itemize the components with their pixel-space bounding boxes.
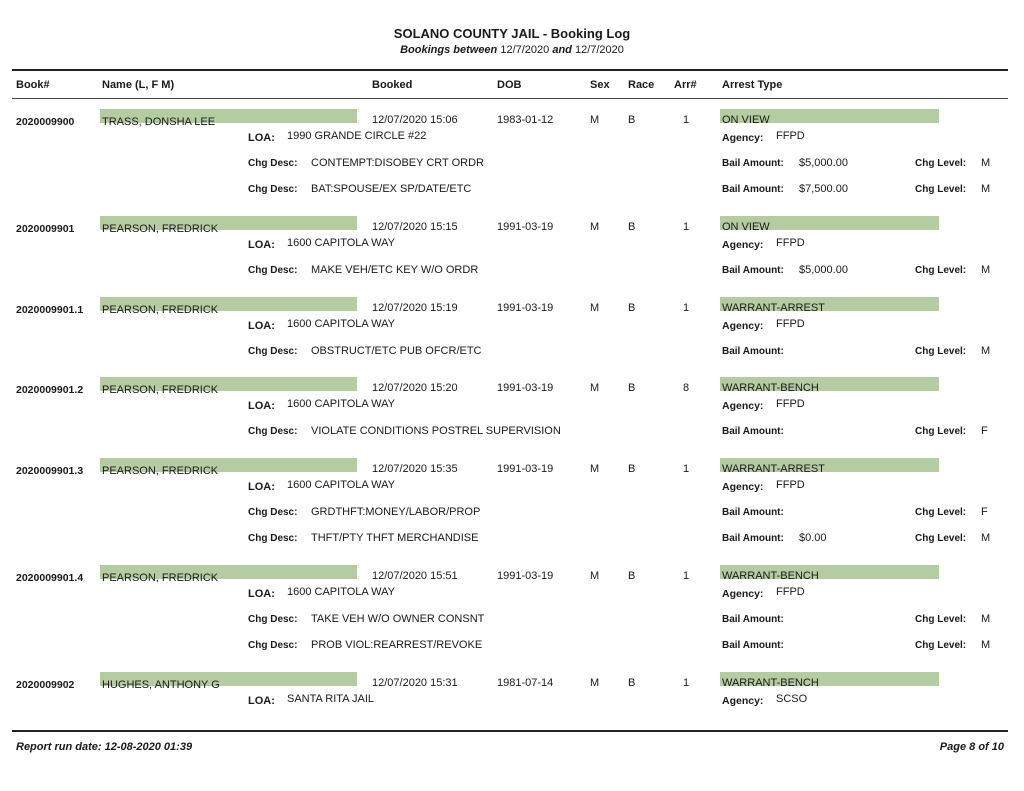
chg-level-label: Chg Level: <box>915 346 967 357</box>
chg-desc-value: THFT/PTY THFT MERCHANDISE <box>311 532 479 544</box>
race-value: B <box>628 221 636 233</box>
chg-desc-label: Chg Desc: <box>248 533 298 544</box>
top-rule <box>12 69 1008 71</box>
agency-value: FFPD <box>776 398 805 410</box>
booking-record <box>0 572 1024 672</box>
bail-amount-value: $5,000.00 <box>799 264 848 276</box>
loa-label: LOA: <box>248 400 275 412</box>
chg-level-value: M <box>981 532 991 544</box>
page-number: Page 8 of 10 <box>939 741 1004 753</box>
race-value: B <box>628 677 636 689</box>
arrest-type: WARRANT-BENCH <box>722 570 819 582</box>
header-sex: Sex <box>590 79 610 91</box>
chg-desc-value: PROB VIOL:REARREST/REVOKE <box>311 639 483 651</box>
header-dob: DOB <box>497 79 522 91</box>
loa-value: SANTA RITA JAIL <box>287 693 375 705</box>
header-arr: Arr# <box>674 79 697 91</box>
date-of-birth: 1991-03-19 <box>497 221 554 233</box>
agency-value: FFPD <box>776 586 805 598</box>
inmate-name: PEARSON, FREDRICK <box>102 465 219 477</box>
race-value: B <box>628 463 636 475</box>
booking-record <box>0 679 1024 779</box>
booked-datetime: 12/07/2020 15:19 <box>372 302 458 314</box>
bail-amount-label: Bail Amount: <box>722 533 784 544</box>
chg-level-value: F <box>981 425 988 437</box>
arrest-count: 1 <box>683 221 690 233</box>
arrest-count: 1 <box>683 302 690 314</box>
chg-desc-value: BAT:SPOUSE/EX SP/DATE/ETC <box>311 183 472 195</box>
chg-desc-label: Chg Desc: <box>248 426 298 437</box>
chg-level-value: M <box>981 157 991 169</box>
chg-level-label: Chg Level: <box>915 614 967 625</box>
loa-label: LOA: <box>248 481 275 493</box>
chg-level-value: M <box>981 639 991 651</box>
agency-label: Agency: <box>722 481 764 493</box>
bail-amount-label: Bail Amount: <box>722 158 784 169</box>
arrest-type: WARRANT-BENCH <box>722 677 819 689</box>
date-of-birth: 1991-03-19 <box>497 302 554 314</box>
agency-label: Agency: <box>722 320 764 332</box>
agency-value: SCSO <box>776 693 808 705</box>
sex-value: M <box>590 382 600 394</box>
sex-value: M <box>590 677 600 689</box>
booked-datetime: 12/07/2020 15:35 <box>372 463 458 475</box>
date-of-birth: 1981-07-14 <box>497 677 554 689</box>
agency-label: Agency: <box>722 588 764 600</box>
chg-desc-label: Chg Desc: <box>248 640 298 651</box>
agency-value: FFPD <box>776 479 805 491</box>
chg-level-value: M <box>981 613 991 625</box>
inmate-name: PEARSON, FREDRICK <box>102 304 219 316</box>
loa-label: LOA: <box>248 695 275 707</box>
bail-amount-value: $0.00 <box>799 532 827 544</box>
date-of-birth: 1991-03-19 <box>497 382 554 394</box>
booking-record <box>0 465 1024 565</box>
bail-amount-value: $7,500.00 <box>799 183 848 195</box>
chg-desc-label: Chg Desc: <box>248 184 298 195</box>
agency-label: Agency: <box>722 400 764 412</box>
bail-amount-label: Bail Amount: <box>722 184 784 195</box>
agency-label: Agency: <box>722 132 764 144</box>
sex-value: M <box>590 221 600 233</box>
date-of-birth: 1991-03-19 <box>497 570 554 582</box>
arrest-count: 1 <box>683 677 690 689</box>
arrest-type: ON VIEW <box>722 114 770 126</box>
bail-amount-label: Bail Amount: <box>722 614 784 625</box>
chg-level-value: M <box>981 183 991 195</box>
date-to: 12/7/2020 <box>574 44 624 56</box>
loa-value: 1600 CAPITOLA WAY <box>287 479 396 491</box>
race-value: B <box>628 114 636 126</box>
booked-datetime: 12/07/2020 15:06 <box>372 114 458 126</box>
race-value: B <box>628 570 636 582</box>
date-from: 12/7/2020 <box>500 44 550 56</box>
subtitle-and: and <box>552 44 572 56</box>
agency-label: Agency: <box>722 239 764 251</box>
date-of-birth: 1983-01-12 <box>497 114 554 126</box>
chg-desc-label: Chg Desc: <box>248 346 298 357</box>
race-value: B <box>628 382 636 394</box>
chg-desc-value: MAKE VEH/ETC KEY W/O ORDR <box>311 264 479 276</box>
booked-datetime: 12/07/2020 15:51 <box>372 570 458 582</box>
loa-value: 1600 CAPITOLA WAY <box>287 398 396 410</box>
chg-level-label: Chg Level: <box>915 158 967 169</box>
book-number: 2020009901.4 <box>16 572 84 584</box>
sex-value: M <box>590 463 600 475</box>
booking-record <box>0 116 1024 216</box>
chg-level-label: Chg Level: <box>915 640 967 651</box>
arrest-count: 1 <box>683 570 690 582</box>
chg-level-value: F <box>981 506 988 518</box>
chg-desc-value: CONTEMPT:DISOBEY CRT ORDR <box>311 157 484 169</box>
inmate-name: PEARSON, FREDRICK <box>102 384 219 396</box>
report-subtitle <box>0 44 1024 56</box>
bail-amount-label: Bail Amount: <box>722 640 784 651</box>
loa-label: LOA: <box>248 132 275 144</box>
chg-desc-label: Chg Desc: <box>248 614 298 625</box>
bail-amount-value: $5,000.00 <box>799 157 848 169</box>
report-run-date: Report run date: 12-08-2020 01:39 <box>16 741 193 753</box>
race-value: B <box>628 302 636 314</box>
bail-amount-label: Bail Amount: <box>722 265 784 276</box>
chg-desc-label: Chg Desc: <box>248 507 298 518</box>
book-number: 2020009901.1 <box>16 304 84 316</box>
arrest-count: 1 <box>683 463 690 475</box>
bail-amount-label: Bail Amount: <box>722 346 784 357</box>
arrest-count: 1 <box>683 114 690 126</box>
agency-value: FFPD <box>776 318 805 330</box>
loa-value: 1600 CAPITOLA WAY <box>287 237 396 249</box>
book-number: 2020009900 <box>16 116 75 128</box>
arrest-type: WARRANT-BENCH <box>722 382 819 394</box>
loa-value: 1600 CAPITOLA WAY <box>287 318 396 330</box>
loa-label: LOA: <box>248 588 275 600</box>
booked-datetime: 12/07/2020 15:31 <box>372 677 458 689</box>
loa-label: LOA: <box>248 239 275 251</box>
inmate-name: TRASS, DONSHA LEE <box>102 116 216 128</box>
arrest-count: 8 <box>683 382 690 394</box>
book-number: 2020009902 <box>16 679 75 691</box>
sex-value: M <box>590 570 600 582</box>
sex-value: M <box>590 114 600 126</box>
arrest-type: WARRANT-ARREST <box>722 463 825 475</box>
loa-label: LOA: <box>248 320 275 332</box>
header-rule <box>12 98 1008 99</box>
book-number: 2020009901.3 <box>16 465 84 477</box>
chg-level-label: Chg Level: <box>915 265 967 276</box>
subtitle-prefix: Bookings between <box>400 44 498 56</box>
sex-value: M <box>590 302 600 314</box>
agency-value: FFPD <box>776 130 805 142</box>
bail-amount-label: Bail Amount: <box>722 426 784 437</box>
header-name: Name (L, F M) <box>102 79 175 91</box>
chg-desc-value: GRDTHFT:MONEY/LABOR/PROP <box>311 506 481 518</box>
chg-desc-value: VIOLATE CONDITIONS POSTREL SUPERVISION <box>311 425 561 437</box>
bottom-rule <box>12 730 1008 732</box>
header-arrest-type: Arrest Type <box>722 79 783 91</box>
agency-value: FFPD <box>776 237 805 249</box>
date-of-birth: 1991-03-19 <box>497 463 554 475</box>
header-book: Book# <box>16 79 50 91</box>
bail-amount-label: Bail Amount: <box>722 507 784 518</box>
chg-level-label: Chg Level: <box>915 507 967 518</box>
book-number: 2020009901 <box>16 223 75 235</box>
chg-level-value: M <box>981 264 991 276</box>
inmate-name: PEARSON, FREDRICK <box>102 572 219 584</box>
arrest-type: WARRANT-ARREST <box>722 302 825 314</box>
chg-desc-value: TAKE VEH W/O OWNER CONSNT <box>311 613 485 625</box>
report-title: SOLANO COUNTY JAIL - Booking Log <box>393 26 631 41</box>
chg-level-label: Chg Level: <box>915 426 967 437</box>
loa-value: 1600 CAPITOLA WAY <box>287 586 396 598</box>
booked-datetime: 12/07/2020 15:15 <box>372 221 458 233</box>
chg-level-value: M <box>981 345 991 357</box>
arrest-type: ON VIEW <box>722 221 770 233</box>
book-number: 2020009901.2 <box>16 384 84 396</box>
inmate-name: HUGHES, ANTHONY G <box>102 679 220 691</box>
chg-desc-label: Chg Desc: <box>248 265 298 276</box>
booked-datetime: 12/07/2020 15:20 <box>372 382 458 394</box>
header-race: Race <box>628 79 655 91</box>
inmate-name: PEARSON, FREDRICK <box>102 223 219 235</box>
chg-level-label: Chg Level: <box>915 184 967 195</box>
loa-value: 1990 GRANDE CIRCLE #22 <box>287 130 427 142</box>
chg-desc-label: Chg Desc: <box>248 158 298 169</box>
chg-level-label: Chg Level: <box>915 533 967 544</box>
header-booked: Booked <box>372 79 413 91</box>
chg-desc-value: OBSTRUCT/ETC PUB OFCR/ETC <box>311 345 482 357</box>
agency-label: Agency: <box>722 695 764 707</box>
